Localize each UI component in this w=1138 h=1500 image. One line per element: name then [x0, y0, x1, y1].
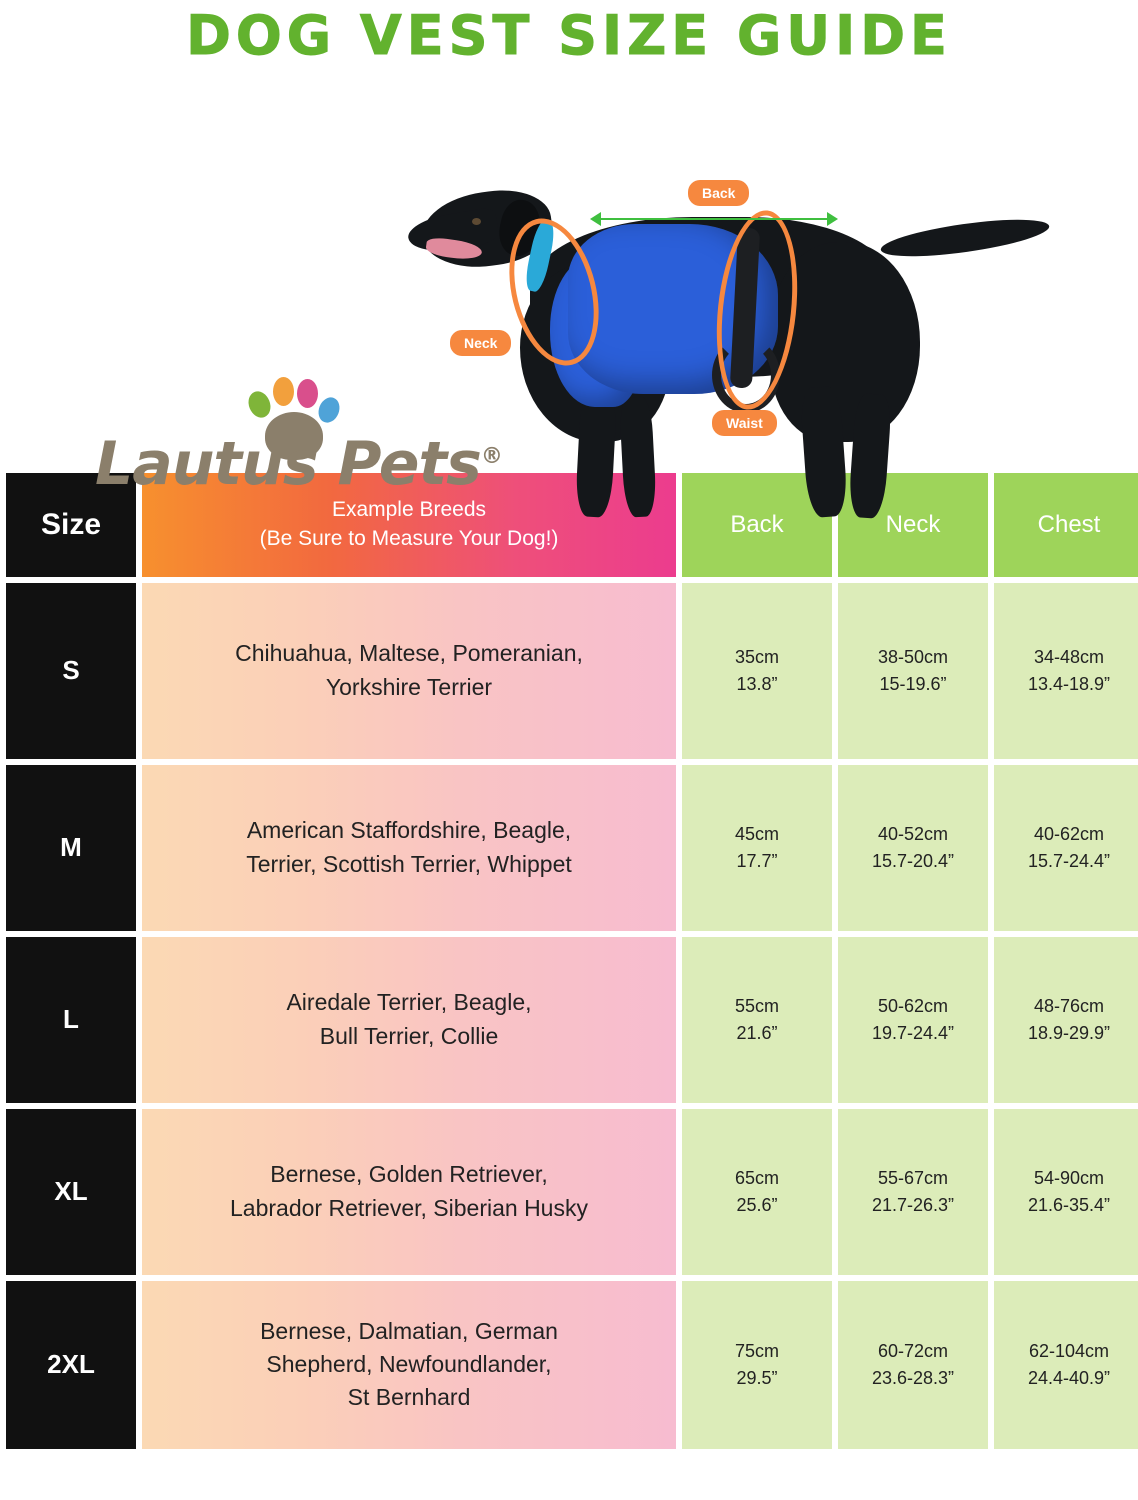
- row-back: [682, 937, 832, 1103]
- table-row: [6, 1281, 1138, 1449]
- table-row: [6, 1109, 1138, 1275]
- dog-photo: [400, 162, 1020, 532]
- header-back: Back: [682, 473, 832, 577]
- row-back: [682, 1281, 832, 1449]
- row-back-cm: 65cm: [734, 1167, 779, 1188]
- row-neck-in: 15.7-20.4”: [871, 850, 955, 871]
- row-chest: [994, 1281, 1138, 1449]
- row-back-cm: 75cm: [734, 1340, 779, 1361]
- row-back-in: 25.6”: [736, 1194, 778, 1215]
- row-back: [682, 583, 832, 759]
- row-breeds-line2: Labrador Retriever, Siberian Husky: [230, 1194, 588, 1221]
- row-neck-cm: 40-52cm: [877, 823, 949, 844]
- row-size: 2XL: [6, 1281, 136, 1449]
- row-back-in: 17.7”: [736, 850, 778, 871]
- size-chart-table: [0, 467, 1138, 1455]
- row-neck-cm: 38-50cm: [877, 646, 949, 667]
- row-breeds: [142, 1281, 676, 1449]
- row-breeds-line1: American Staffordshire, Beagle,: [246, 817, 572, 844]
- row-chest-in: 15.7-24.4”: [1027, 850, 1111, 871]
- row-back: [682, 1109, 832, 1275]
- label-neck: Neck: [450, 330, 511, 356]
- row-chest: [994, 937, 1138, 1103]
- row-breeds-line2: Terrier, Scottish Terrier, Whippet: [246, 850, 572, 877]
- row-neck-in: 15-19.6”: [879, 673, 947, 694]
- row-chest-cm: 48-76cm: [1033, 995, 1105, 1016]
- header-breeds-line2: (Be Sure to Measure Your Dog!): [259, 526, 559, 550]
- row-back-cm: 45cm: [734, 823, 779, 844]
- header-breeds-line1: Example Breeds: [331, 498, 487, 522]
- hero-illustration: [0, 67, 1138, 499]
- row-breeds: [142, 1109, 676, 1275]
- row-chest-cm: 62-104cm: [1028, 1340, 1110, 1361]
- label-back: Back: [688, 180, 749, 206]
- row-neck-cm: 60-72cm: [877, 1340, 949, 1361]
- row-neck: [838, 1109, 988, 1275]
- row-neck-in: 19.7-24.4”: [871, 1022, 955, 1043]
- row-chest: [994, 765, 1138, 931]
- row-neck-in: 23.6-28.3”: [871, 1367, 955, 1388]
- row-chest-cm: 34-48cm: [1033, 646, 1105, 667]
- header-size: Size: [6, 473, 136, 577]
- dog-leg-front-left: [575, 391, 617, 518]
- row-breeds: [142, 937, 676, 1103]
- row-neck-cm: 55-67cm: [877, 1167, 949, 1188]
- row-size: M: [6, 765, 136, 931]
- row-breeds-line1: Airedale Terrier, Beagle,: [286, 989, 532, 1016]
- row-size: S: [6, 583, 136, 759]
- row-breeds: [142, 765, 676, 931]
- row-size: L: [6, 937, 136, 1103]
- row-chest-in: 24.4-40.9”: [1027, 1367, 1111, 1388]
- row-chest-in: 18.9-29.9”: [1027, 1022, 1111, 1043]
- dog-eye: [472, 218, 481, 225]
- row-back-cm: 55cm: [734, 995, 779, 1016]
- row-neck-in: 21.7-26.3”: [871, 1194, 955, 1215]
- registered-mark: ®: [480, 443, 502, 469]
- row-back-cm: 35cm: [734, 646, 779, 667]
- brand-name-part2: Pets: [337, 428, 481, 499]
- row-breeds-line2: Bull Terrier, Collie: [319, 1022, 499, 1049]
- row-chest-cm: 54-90cm: [1033, 1167, 1105, 1188]
- row-breeds-line2: Yorkshire Terrier: [325, 673, 493, 700]
- row-breeds-line1: Bernese, Dalmatian, German: [260, 1317, 558, 1344]
- label-waist: Waist: [712, 410, 777, 436]
- row-breeds-line2: Shepherd, Newfoundlander,: [266, 1351, 552, 1378]
- row-breeds-line1: Bernese, Golden Retriever,: [270, 1161, 548, 1188]
- row-neck: [838, 1281, 988, 1449]
- row-chest-cm: 40-62cm: [1033, 823, 1105, 844]
- header-neck: Neck: [838, 473, 988, 577]
- header-chest: Chest: [994, 473, 1138, 577]
- row-chest: [994, 583, 1138, 759]
- row-neck: [838, 937, 988, 1103]
- row-breeds: [142, 583, 676, 759]
- row-neck-cm: 50-62cm: [877, 995, 949, 1016]
- row-chest: [994, 1109, 1138, 1275]
- row-breeds-line3: St Bernhard: [347, 1384, 471, 1411]
- row-chest-in: 21.6-35.4”: [1027, 1194, 1111, 1215]
- row-breeds-line1: Chihuahua, Maltese, Pomeranian,: [235, 640, 583, 667]
- row-neck: [838, 765, 988, 931]
- table-row: [6, 583, 1138, 759]
- table-row: [6, 937, 1138, 1103]
- page-title: DOG VEST SIZE GUIDE: [186, 4, 952, 67]
- brand-name-part1: Lautus: [95, 428, 318, 499]
- back-measure-arrow: [600, 218, 828, 220]
- row-back-in: 13.8”: [736, 673, 778, 694]
- row-size: XL: [6, 1109, 136, 1275]
- row-back: [682, 765, 832, 931]
- row-back-in: 21.6”: [736, 1022, 778, 1043]
- dog-tail: [879, 212, 1051, 263]
- row-neck: [838, 583, 988, 759]
- row-chest-in: 13.4-18.9”: [1027, 673, 1111, 694]
- row-back-in: 29.5”: [736, 1367, 778, 1388]
- table-row: [6, 765, 1138, 931]
